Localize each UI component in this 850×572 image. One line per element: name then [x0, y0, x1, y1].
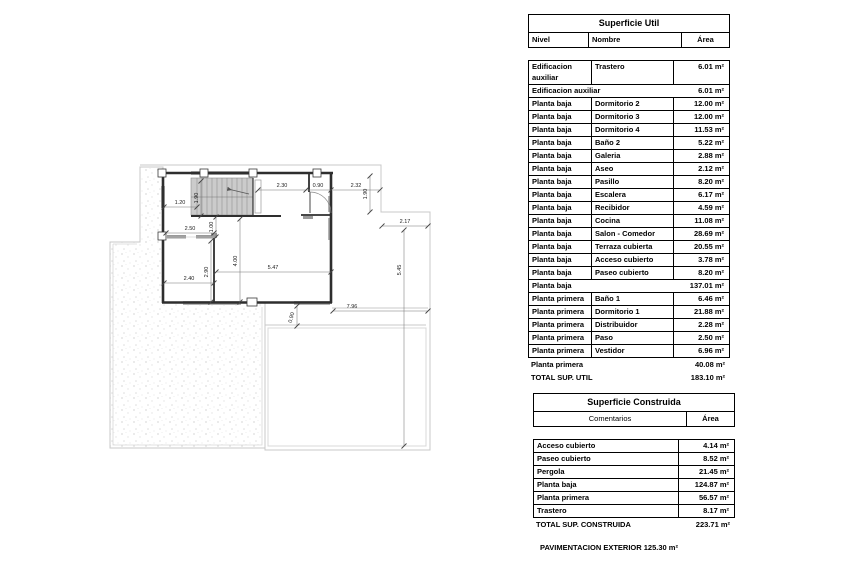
table-row [529, 189, 729, 202]
cell-area: 2.50 m² [698, 333, 724, 342]
cell-nombre: Dormitorio 2 [592, 98, 674, 110]
table-column-headers [534, 412, 734, 426]
dim-label: 7.96 [346, 304, 358, 310]
table-row [534, 505, 734, 517]
cell-area: 8.20 m² [698, 268, 724, 277]
cell-nivel: Planta baja [529, 228, 592, 240]
table-row [529, 254, 729, 267]
table-row [534, 453, 734, 466]
total-area: 223.71 m² [695, 520, 730, 529]
cell-nivel: Planta primera [529, 319, 592, 331]
dim-label: 2.90 [204, 266, 210, 278]
cell-nombre: Paso [592, 332, 674, 344]
cell-area: 137.01 m² [689, 281, 724, 290]
total-label: Planta primera [531, 360, 584, 369]
cell-label: Trastero [534, 505, 679, 517]
cell-area: 2.28 m² [698, 320, 724, 329]
dim-label: 2.30 [276, 183, 288, 189]
stairs [191, 178, 261, 215]
cell-area: 124.87 m² [694, 480, 729, 489]
cell-nombre: Dormitorio 4 [592, 124, 674, 136]
cell-nivel: Edificacion auxiliar [529, 61, 592, 84]
cell-nivel: Planta baja [529, 241, 592, 253]
cell-area: 12.00 m² [693, 99, 724, 108]
dim-label: 0.90 [287, 311, 297, 324]
cell-area: 8.20 m² [698, 177, 724, 186]
cell-nombre: Escalera [592, 189, 674, 201]
table-row [529, 98, 729, 111]
cell-nombre: Dormitorio 1 [592, 306, 674, 318]
cell-nombre: Pasillo [592, 176, 674, 188]
cell-area: 12.00 m² [693, 112, 724, 121]
table-row [529, 85, 729, 98]
table-row [529, 215, 729, 228]
cell-nivel: Planta primera [529, 332, 592, 344]
dim-label: 0.90 [312, 183, 324, 189]
column-header-area: Área [697, 35, 714, 44]
cell-nivel: Planta primera [529, 306, 592, 318]
table-row [529, 280, 729, 293]
cell-area: 6.96 m² [698, 346, 724, 355]
table-row [529, 293, 729, 306]
cell-nivel: Planta baja [529, 176, 592, 188]
cell-nivel: Planta primera [529, 345, 592, 357]
table-after-rows [533, 518, 735, 531]
cell-nombre: Acceso cubierto [592, 254, 674, 266]
cell-nombre: Distribuidor [592, 319, 674, 331]
total-area: 40.08 m² [694, 360, 725, 369]
cell-area: 6.01 m² [698, 86, 724, 95]
table-row [529, 228, 729, 241]
table-row [534, 479, 734, 492]
cell-nivel: Planta primera [529, 293, 592, 305]
cell-area: 21.45 m² [698, 467, 729, 476]
column-header-nivel: Nivel [529, 33, 589, 47]
cell-nivel: Planta baja [529, 111, 592, 123]
table-row [529, 332, 729, 345]
cell-area: 56.57 m² [698, 493, 729, 502]
cell-label: Planta primera [534, 492, 679, 504]
table-total-row [528, 358, 730, 371]
table-row [529, 241, 729, 254]
table-row [529, 137, 729, 150]
table-row [534, 492, 734, 505]
cell-nombre: Aseo [592, 163, 674, 175]
door-swing [310, 192, 331, 213]
cell-nombre: Galeria [592, 150, 674, 162]
dim-label: 2.32 [350, 183, 362, 189]
dim-label: 5.45 [397, 264, 403, 276]
dim-label: 4.00 [233, 255, 239, 267]
column-header-comentarios: Comentarios [588, 414, 632, 423]
cell-area: 8.52 m² [703, 454, 729, 463]
cell-area: 8.17 m² [703, 506, 729, 515]
table-row [529, 176, 729, 189]
cell-nombre: Trastero [592, 61, 674, 84]
cell-nivel: Planta baja [529, 150, 592, 162]
cell-area: 6.46 m² [698, 294, 724, 303]
dim-label: 5.47 [267, 265, 279, 271]
cell-nivel: Planta baja [529, 163, 592, 175]
table-header-block [528, 14, 730, 48]
table-row [534, 466, 734, 479]
cell-nivel: Planta baja [529, 267, 592, 279]
column-header-area: Área [686, 412, 734, 426]
pavement-note: PAVIMENTACION EXTERIOR 125.30 m² [540, 543, 678, 552]
cell-area: 28.69 m² [693, 229, 724, 238]
superficie-construida-table [533, 393, 735, 531]
total-label: TOTAL SUP. CONSTRUIDA [536, 520, 631, 529]
table-column-headers [529, 33, 729, 47]
dim-label: 1.00 [209, 221, 215, 233]
total-label: TOTAL SUP. UTIL [531, 373, 593, 382]
cell-area: 2.88 m² [698, 151, 724, 160]
table-total-row [533, 518, 735, 531]
cell-label: Pergola [534, 466, 679, 478]
cell-area: 6.17 m² [698, 190, 724, 199]
dim-label: 2.50 [184, 226, 196, 232]
cell-nombre: Baño 2 [592, 137, 674, 149]
cell-label: Edificacion auxiliar [532, 86, 601, 95]
cell-nombre: Cocina [592, 215, 674, 227]
cell-area: 4.59 m² [698, 203, 724, 212]
table-body [528, 60, 730, 358]
table-body [533, 439, 735, 518]
table-row [529, 124, 729, 137]
cell-nivel: Planta baja [529, 254, 592, 266]
cell-area: 6.01 m² [698, 62, 724, 71]
cell-nombre: Baño 1 [592, 293, 674, 305]
table-gap [533, 427, 735, 439]
superficie-util-table [528, 14, 730, 384]
table-row [529, 163, 729, 176]
cell-nivel: Planta baja [529, 189, 592, 201]
cell-label: Paseo cubierto [534, 453, 679, 465]
column-header-nombre: Nombre [589, 33, 682, 47]
total-area: 183.10 m² [690, 373, 725, 382]
table-row [529, 61, 729, 85]
cell-area: 3.78 m² [698, 255, 724, 264]
cell-nombre: Terraza cubierta [592, 241, 674, 253]
cell-nombre: Vestidor [592, 345, 674, 357]
table-title: Superficie Construida [534, 394, 734, 412]
cell-label: Acceso cubierto [534, 440, 679, 452]
cell-area: 20.55 m² [693, 242, 724, 251]
table-row [529, 319, 729, 332]
cell-nombre: Paseo cubierto [592, 267, 674, 279]
cell-nivel: Planta baja [529, 98, 592, 110]
cell-nivel: Planta baja [529, 137, 592, 149]
table-gap [528, 48, 730, 60]
dim-label: 2.17 [399, 219, 411, 225]
cell-area: 11.53 m² [694, 125, 724, 134]
cell-nivel: Planta baja [529, 202, 592, 214]
cell-nivel: Planta baja [529, 215, 592, 227]
dim-label: 2.40 [183, 276, 195, 282]
table-row [534, 440, 734, 453]
table-row [529, 345, 729, 357]
cell-nombre: Recibidor [592, 202, 674, 214]
cell-area: 11.08 m² [694, 216, 724, 225]
cell-area: 5.22 m² [698, 138, 724, 147]
table-title: Superficie Util [529, 15, 729, 33]
table-row [529, 111, 729, 124]
cell-area: 21.88 m² [693, 307, 724, 316]
table-row [529, 150, 729, 163]
cell-area: 4.14 m² [703, 441, 729, 450]
table-row [529, 202, 729, 215]
table-total-row [528, 371, 730, 384]
table-row [529, 306, 729, 319]
table-row [529, 267, 729, 280]
table-after-rows [528, 358, 730, 384]
table-header-block [533, 393, 735, 427]
dim-label: 1.90 [363, 188, 369, 200]
cell-nivel: Planta baja [529, 124, 592, 136]
cell-nombre: Dormitorio 3 [592, 111, 674, 123]
dim-label: 1.20 [174, 200, 186, 206]
cell-label: Planta baja [532, 281, 572, 290]
cell-nombre: Salon - Comedor [592, 228, 674, 240]
cell-area: 2.12 m² [698, 164, 724, 173]
dim-label: 1.90 [194, 192, 200, 204]
cell-label: Planta baja [534, 479, 679, 491]
